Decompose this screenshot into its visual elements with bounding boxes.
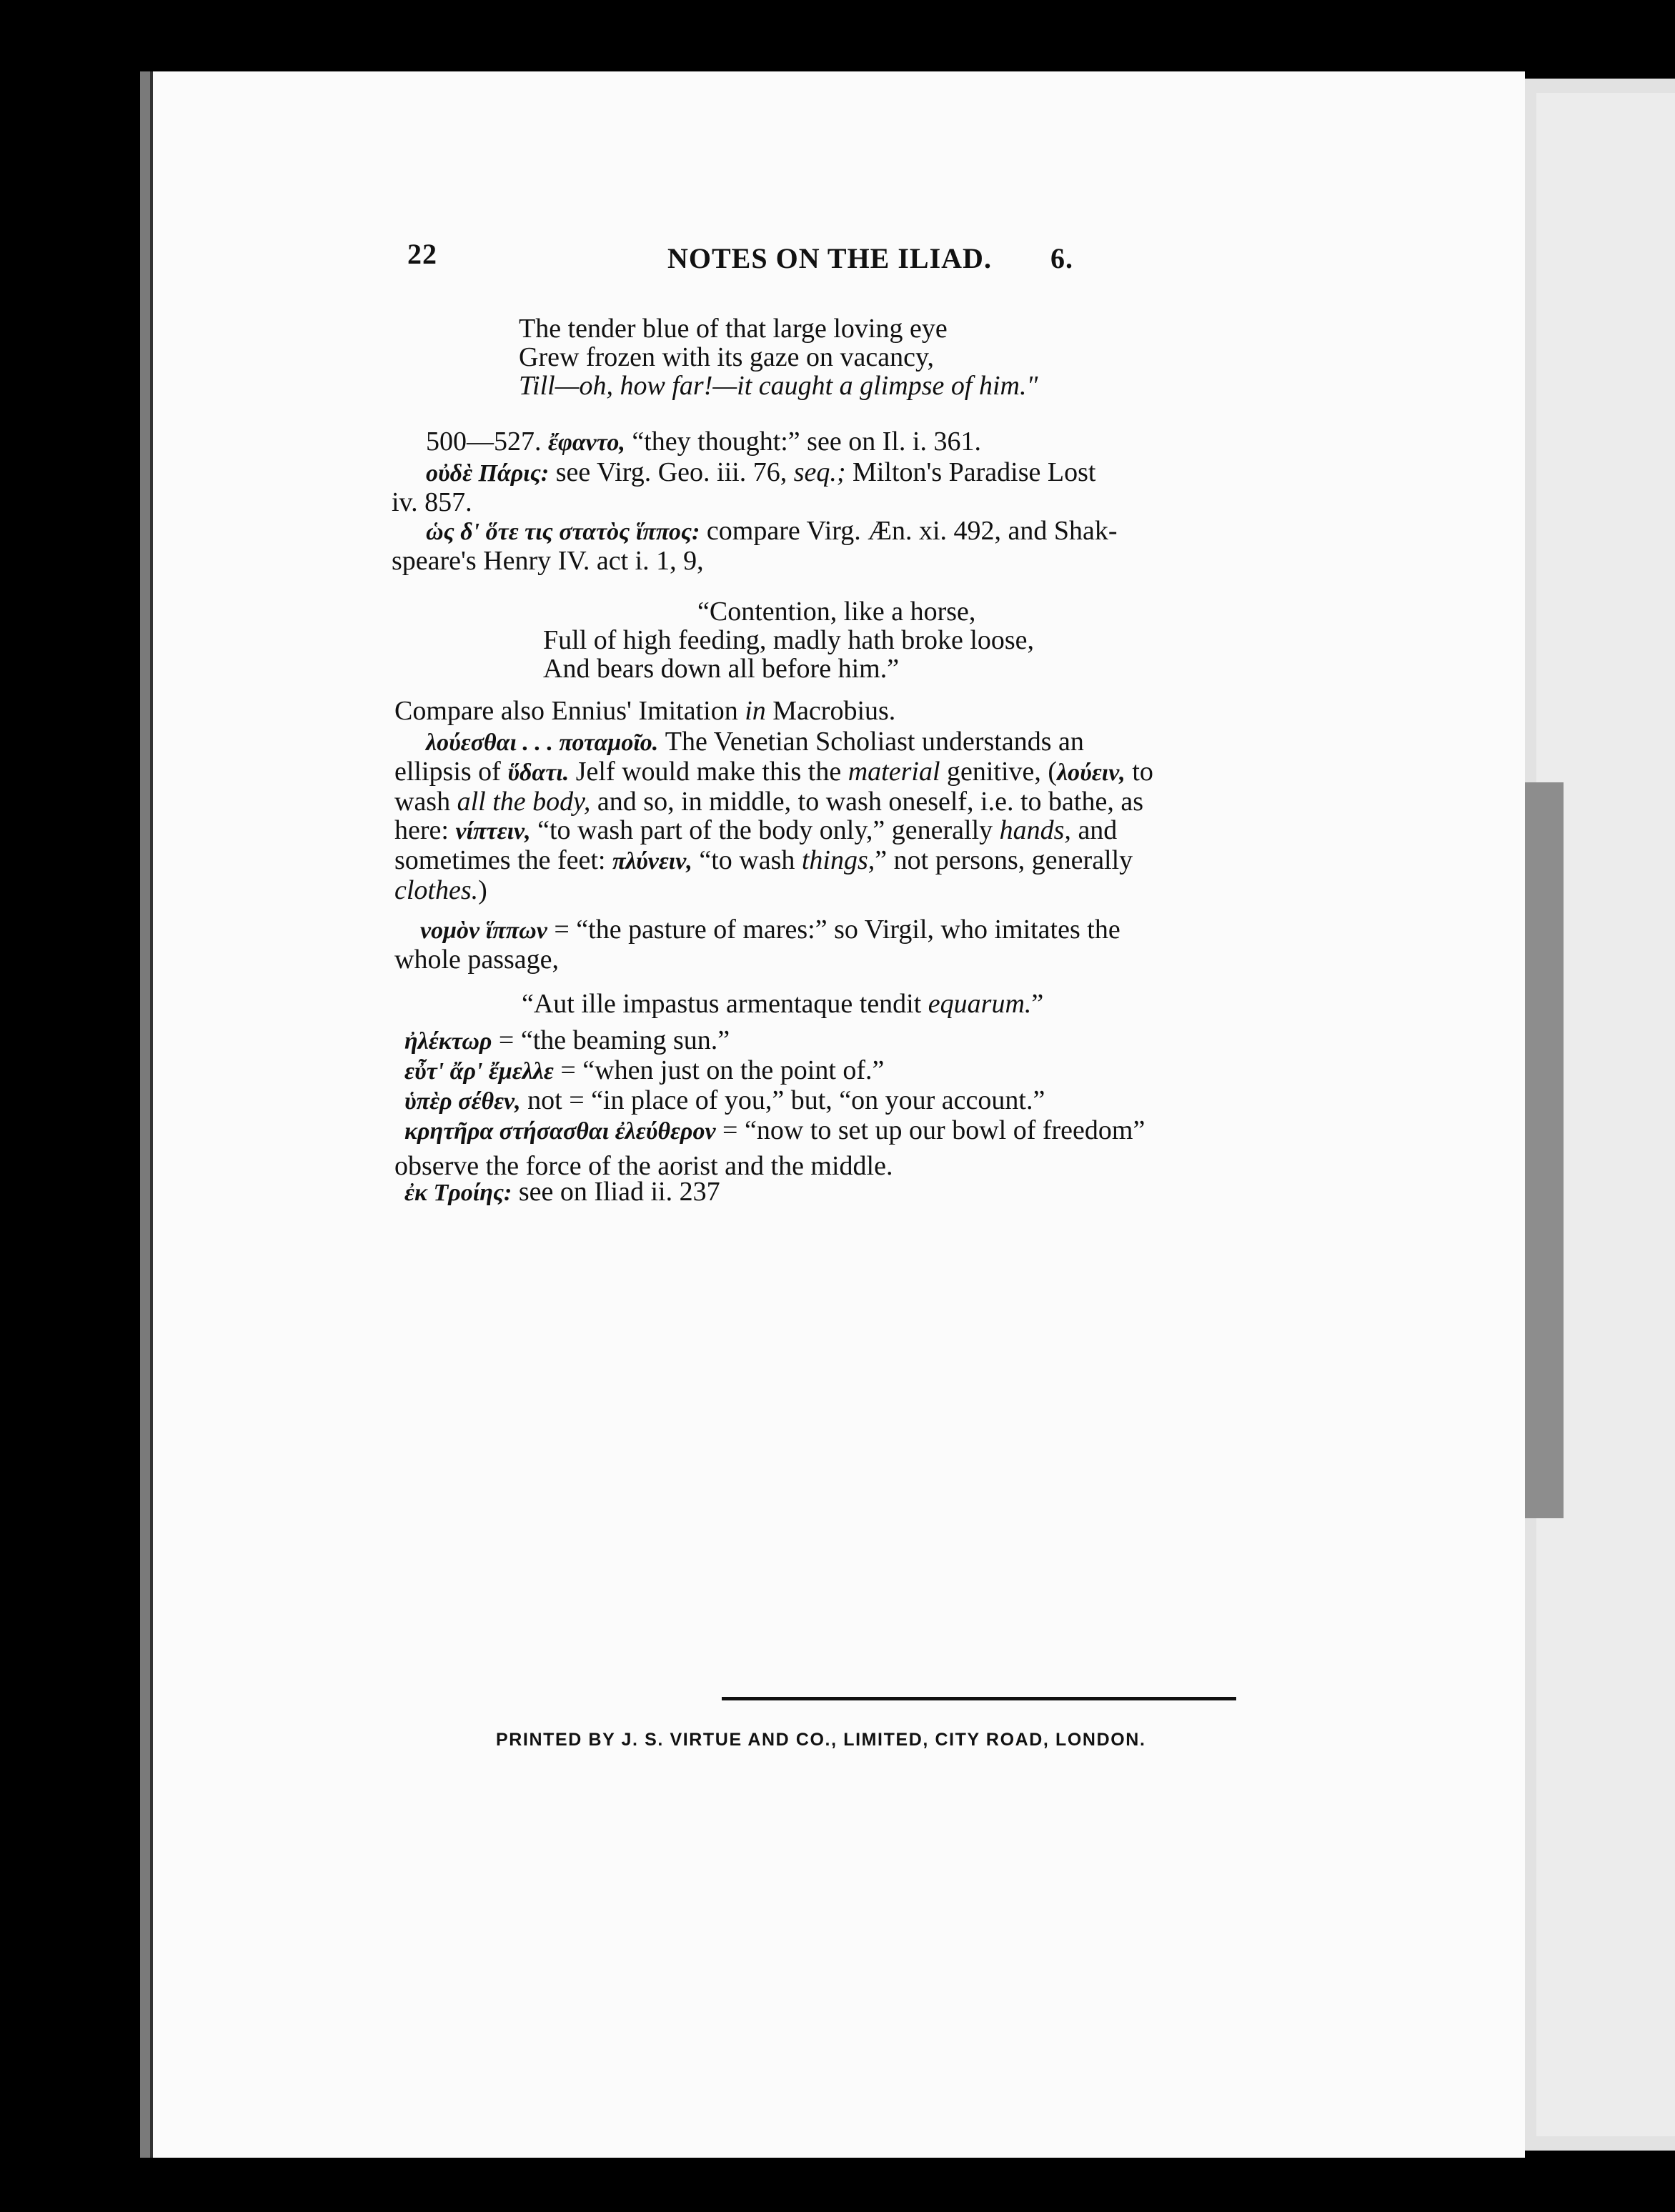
note-text-italic: hands, bbox=[999, 815, 1071, 845]
note-text: “to wash part of the body only,” generally bbox=[537, 815, 993, 845]
verse-line: Full of high feeding, madly hath broke loose, bbox=[543, 625, 1035, 655]
note-text-italic: clothes. bbox=[394, 875, 479, 905]
note-text: to bbox=[1132, 757, 1153, 787]
book-spine-edge bbox=[140, 71, 150, 2158]
note-text: speare's Henry IV. act i. 1, 9, bbox=[392, 546, 704, 576]
footer-rule bbox=[722, 1697, 1236, 1700]
note-text: Milton's Paradise Lost bbox=[853, 457, 1096, 487]
note-aorist bbox=[394, 1152, 893, 1180]
verse-line: Till—oh, how far!—it caught a glimpse of him." bbox=[519, 371, 1038, 401]
greek-lemma: κρητῆρα στήσασθαι ἐλεύθερον bbox=[404, 1118, 716, 1145]
short-notes bbox=[404, 1026, 1145, 1146]
verse-line: The tender blue of that large loving eye bbox=[519, 314, 948, 344]
note-500-527 bbox=[426, 427, 981, 457]
line-number-range: 500—527. bbox=[426, 427, 542, 457]
greek-word: λούειν, bbox=[1057, 759, 1125, 786]
latin-quote: ” bbox=[1031, 989, 1044, 1019]
note-text: genitive, ( bbox=[947, 757, 1058, 787]
note-text: Macrobius. bbox=[772, 696, 896, 726]
verse-quotation-1 bbox=[519, 314, 1038, 400]
note-text: = “now to set up our bowl of freedom” bbox=[722, 1115, 1145, 1145]
greek-lemma: οὐδὲ Πάρις: bbox=[426, 460, 550, 487]
note-text: wash bbox=[394, 787, 451, 817]
note-text: see on Iliad ii. 237 bbox=[518, 1177, 720, 1207]
note-text-italic: in bbox=[745, 696, 766, 726]
note-text: not = “in place of you,” but, “on your account.” bbox=[527, 1085, 1045, 1115]
note-text: = “when just on the point of.” bbox=[560, 1055, 885, 1085]
greek-lemma: ἔφαντο, bbox=[548, 429, 625, 456]
greek-lemma: ὑπὲρ σέθεν, bbox=[404, 1088, 521, 1115]
note-text: Compare also Ennius' Imitation bbox=[394, 696, 738, 726]
note-text: = “the pasture of mares:” so Virgil, who imitates the bbox=[554, 915, 1120, 945]
latin-quote: “Aut ille impastus armentaque tendit bbox=[522, 989, 922, 1019]
note-text: observe the force of the aorist and the middle. bbox=[394, 1151, 893, 1181]
greek-lemma: ὡς δ' ὅτε τις στατὸς ἵππος: bbox=[426, 519, 700, 545]
note-text: ” not persons, generally bbox=[875, 845, 1133, 875]
running-title: NOTES ON THE ILIAD. bbox=[667, 242, 992, 274]
note-text: here: bbox=[394, 815, 449, 845]
page-number: 22 bbox=[407, 238, 437, 270]
greek-word: πλύνειν, bbox=[612, 848, 692, 875]
note-text: compare Virg. Æn. xi. 492, and Shak- bbox=[706, 516, 1118, 546]
note-text: iv. 857. bbox=[392, 487, 472, 517]
note-text: and so, in middle, to wash oneself, i.e. to bathe, as bbox=[597, 787, 1143, 817]
note-ennius bbox=[394, 697, 895, 725]
note-text: “to wash bbox=[699, 845, 795, 875]
note-text-italic: things, bbox=[801, 845, 875, 875]
greek-word: ὕδατι. bbox=[507, 759, 570, 786]
note-troy bbox=[404, 1177, 720, 1207]
greek-lemma: νομὸν ἵππων bbox=[420, 917, 547, 944]
printer-imprint: PRINTED BY J. S. VIRTUE AND CO., LIMITED, CITY ROAD, LONDON. bbox=[496, 1730, 1146, 1750]
note-text-italic: material bbox=[848, 757, 940, 787]
book-number: 6. bbox=[1050, 242, 1073, 274]
note-bathe bbox=[394, 727, 1332, 905]
note-mares bbox=[394, 915, 1332, 1018]
note-text: whole passage, bbox=[394, 945, 560, 975]
greek-lemma: λούεσθαι . . . ποταμοῖο. bbox=[426, 729, 659, 756]
verse-line: Grew frozen with its gaze on vacancy, bbox=[519, 342, 935, 372]
note-text: The Venetian Scholiast understands an bbox=[665, 727, 1084, 757]
greek-lemma: ἐκ Τροίης: bbox=[404, 1180, 512, 1206]
greek-lemma: ἠλέκτωρ bbox=[404, 1028, 492, 1055]
note-text: ) bbox=[478, 875, 487, 905]
note-text: “they thought:” see on Il. i. 361. bbox=[632, 427, 981, 457]
greek-word: νίπτειν, bbox=[455, 818, 531, 845]
verse-line: And bears down all before him.” bbox=[543, 654, 900, 684]
note-text: sometimes the feet: bbox=[394, 845, 606, 875]
note-text-italic: seq.; bbox=[793, 457, 846, 487]
verse-line: “Contention, like a horse, bbox=[697, 597, 976, 627]
note-text: = “the beaming sun.” bbox=[498, 1025, 730, 1055]
verse-quotation-2 bbox=[543, 597, 1034, 683]
note-paris bbox=[392, 458, 1328, 517]
note-text: Jelf would make this the bbox=[575, 757, 842, 787]
latin-quote-italic: equarum. bbox=[928, 989, 1032, 1019]
greek-lemma: εὖτ' ἄρ' ἔμελλε bbox=[404, 1058, 554, 1085]
note-text-italic: all the body, bbox=[457, 787, 591, 817]
note-text: ellipsis of bbox=[394, 757, 501, 787]
note-text: and bbox=[1078, 815, 1118, 845]
note-text: see Virg. Geo. iii. 76, bbox=[555, 457, 787, 487]
note-horse bbox=[392, 517, 1335, 575]
